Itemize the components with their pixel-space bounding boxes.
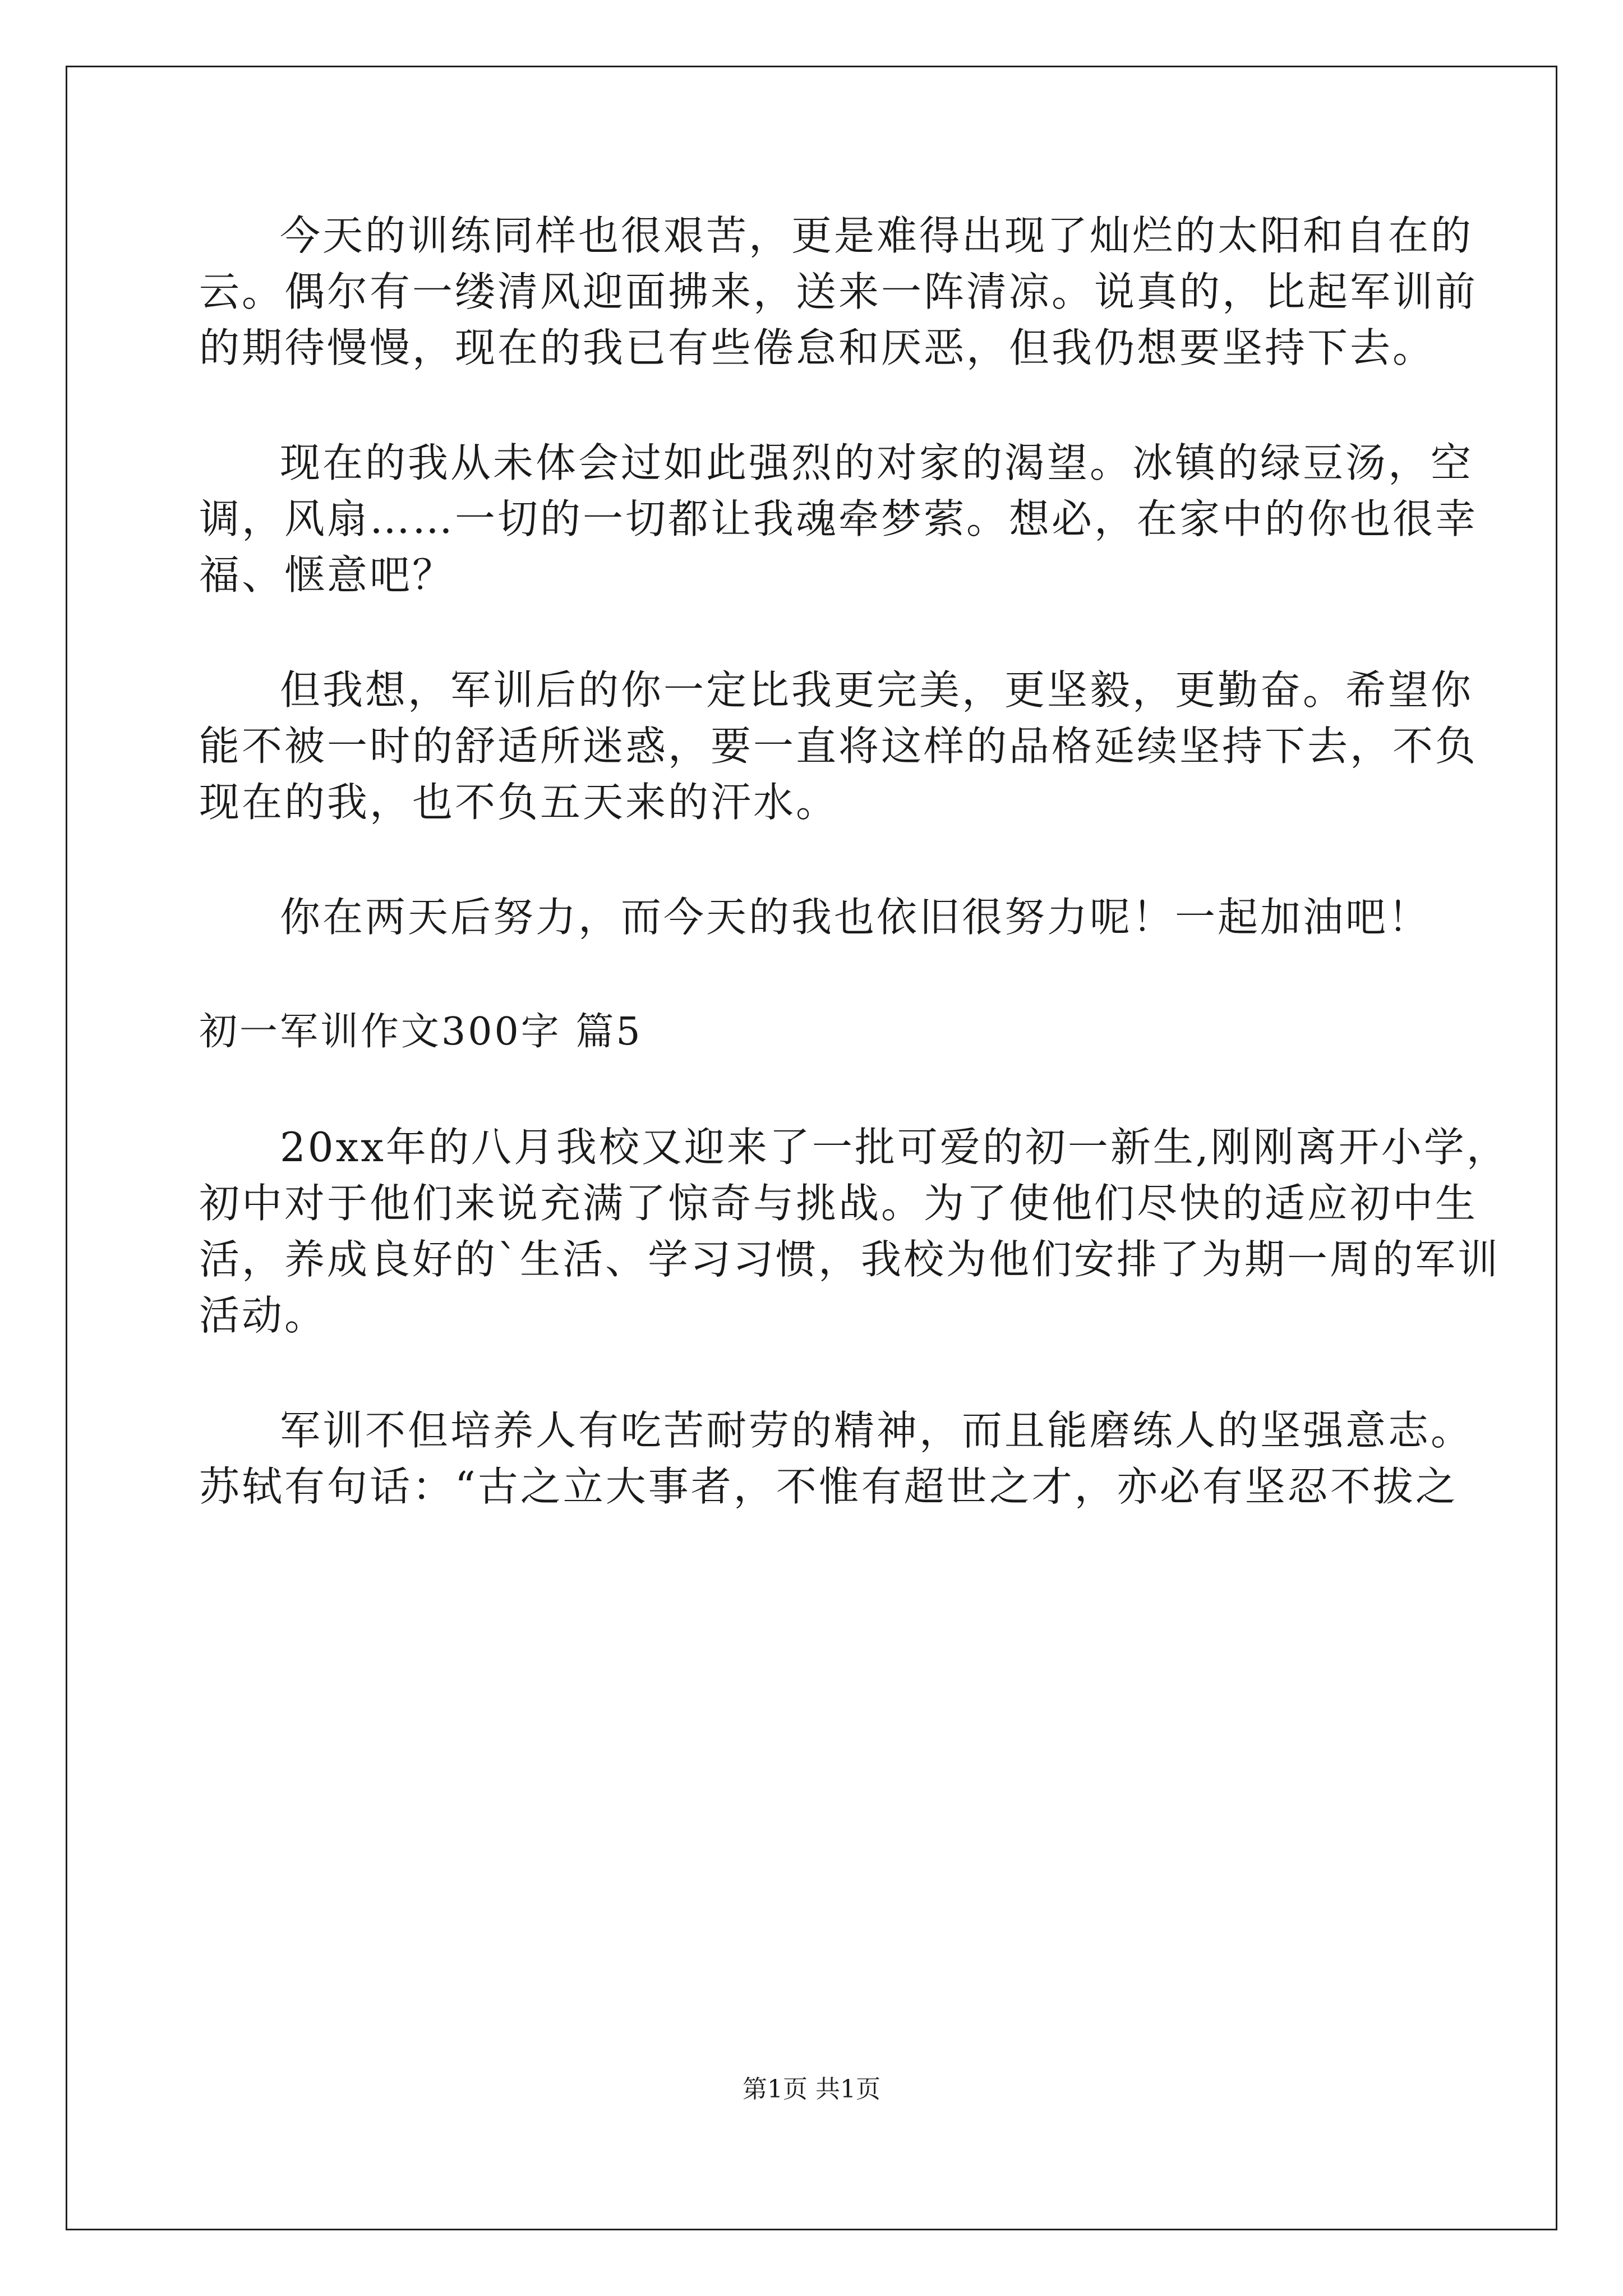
text-line: 能不被一时的舒适所迷惑，要一直将这样的品格延续坚持下去，不负 <box>199 723 1478 770</box>
paragraph-1 <box>199 208 1478 376</box>
text-line: 调，风扇……一切的一切都让我魂牵梦萦。想必，在家中的你也很幸 <box>199 495 1478 542</box>
text-line: 军训不但培养人有吃苦耐劳的精神，而且能磨练人的坚强意志。 <box>280 1407 1474 1454</box>
text-line: 但我想，军训后的你一定比我更完美，更坚毅，更勤奋。希望你 <box>280 666 1474 714</box>
paragraph-5 <box>199 1119 1509 1343</box>
text-line: 你在两天后努力，而今天的我也依旧很努力呢！一起加油吧！ <box>280 894 1431 941</box>
text-line: 现在的我，也不负五天来的汗水。 <box>199 779 839 826</box>
page-footer: 第1页 共1页 <box>743 2075 880 2104</box>
paragraph-2 <box>199 435 1478 603</box>
text-line: 活，养成良好的`生活、学习习惯，我校为他们安排了为期一周的军训 <box>199 1236 1501 1283</box>
text-line: 现在的我从未体会过如此强烈的对家的渴望。冰镇的绿豆汤，空 <box>280 439 1474 486</box>
text-line: 活动。 <box>199 1292 328 1339</box>
document-body <box>199 208 1509 1515</box>
text-line: 的期待慢慢，现在的我已有些倦怠和厌恶，但我仍想要坚持下去。 <box>199 324 1436 371</box>
text-line: 苏轼有句话：“古之立大事者，不惟有超世之才，亦必有坚忍不拔之 <box>199 1463 1458 1510</box>
section-heading <box>199 1004 1430 1060</box>
text-line: 初中对于他们来说充满了惊奇与挑战。为了使他们尽快的适应初中生 <box>199 1180 1478 1227</box>
text-line: 20xx年的八月我校又迎来了一批可爱的初一新生,刚刚离开小学， <box>280 1124 1509 1171</box>
paragraph-4 <box>199 889 1430 945</box>
section-title: 初一军训作文300字 篇5 <box>199 1010 643 1054</box>
paragraph-6 <box>199 1402 1474 1515</box>
paragraph-3 <box>199 662 1478 830</box>
text-line: 今天的训练同样也很艰苦，更是难得出现了灿烂的太阳和自在的 <box>280 212 1474 259</box>
text-line: 云。偶尔有一缕清风迎面拂来，送来一阵清凉。说真的，比起军训前 <box>199 268 1478 315</box>
text-line: 福、惬意吧？ <box>199 551 455 599</box>
